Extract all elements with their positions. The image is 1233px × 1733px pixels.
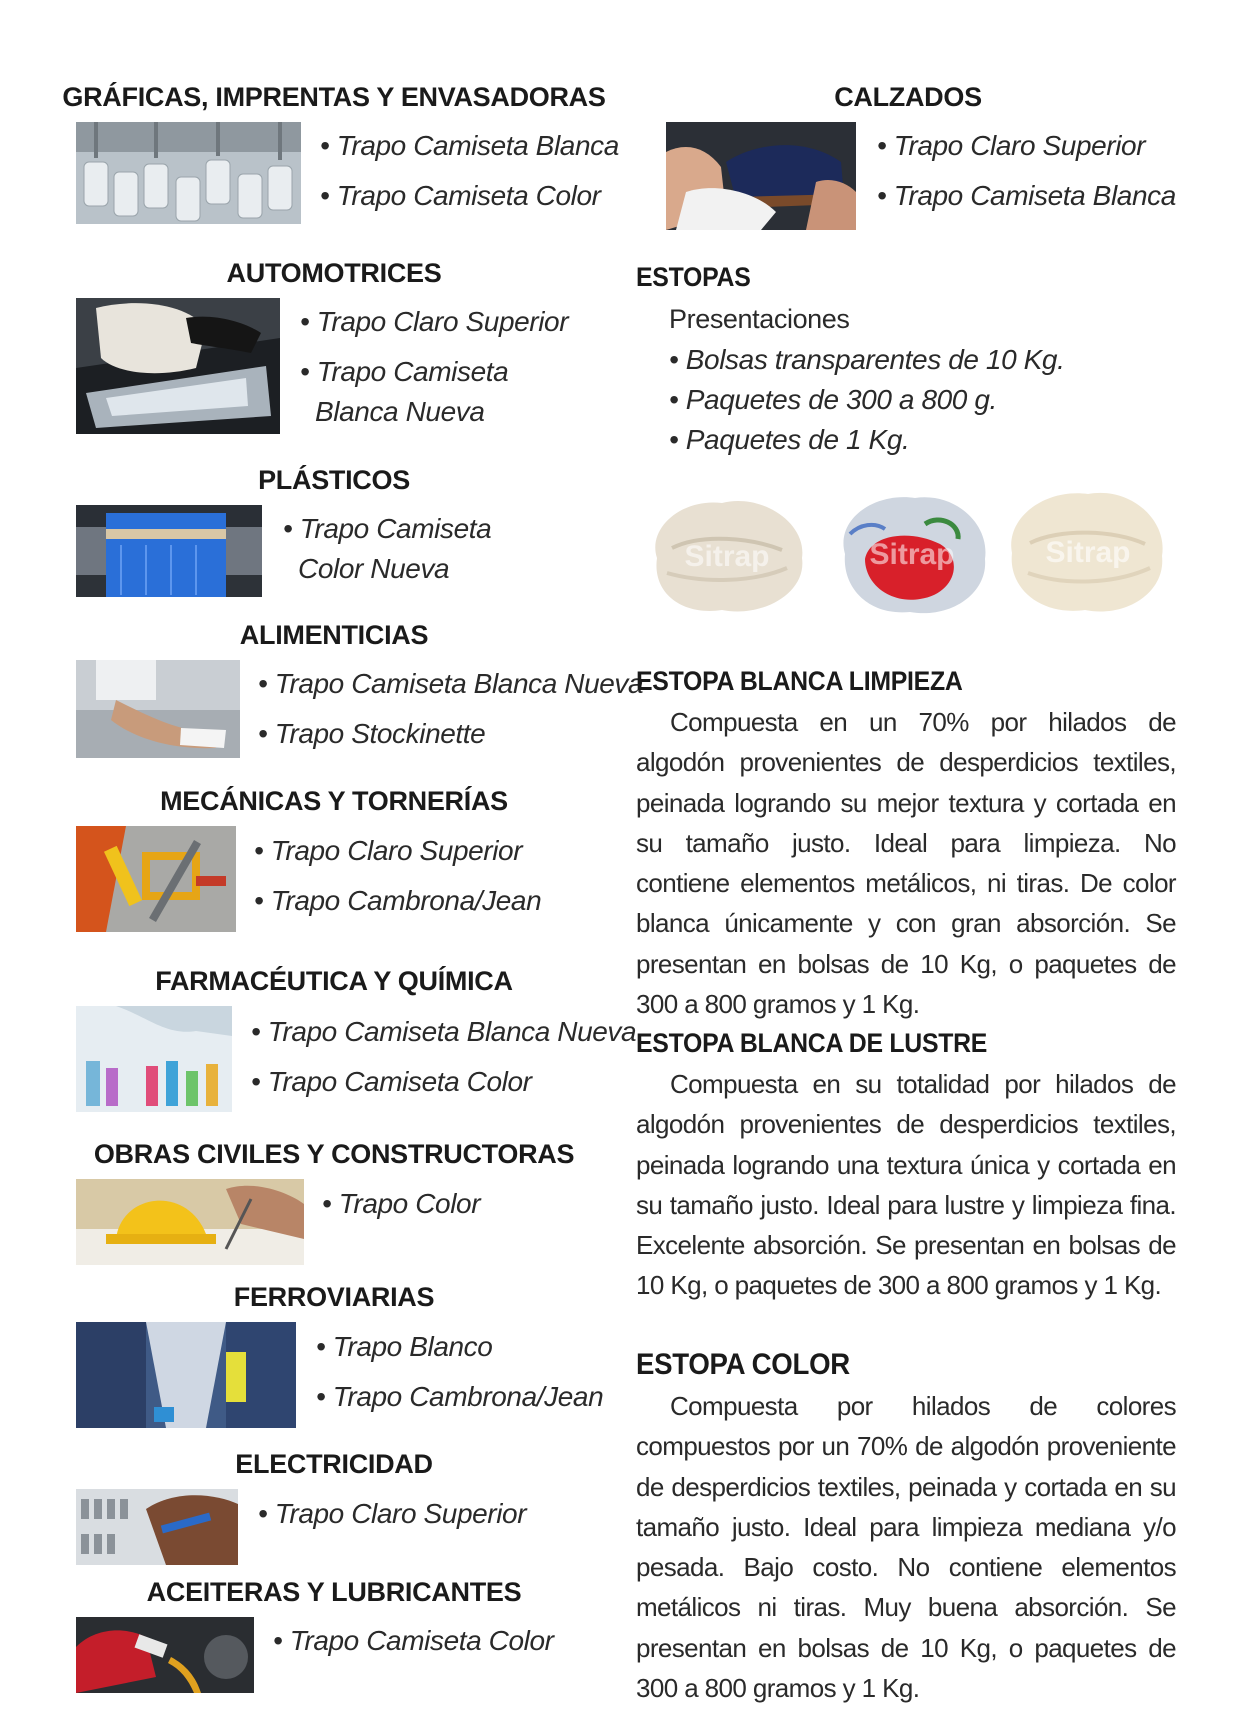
section-title-ferroviarias: FERROVIARIAS	[233, 1282, 435, 1312]
bullet-item: • Trapo Camiseta Blanca	[320, 130, 619, 161]
bullet-item: • Bolsas transparentes de 10 Kg.	[669, 344, 1065, 375]
section-title-electricidad: ELECTRICIDAD	[235, 1449, 433, 1479]
bullet-item: • Trapo Stockinette	[258, 718, 486, 749]
section-title-calzados: CALZADOS	[834, 82, 982, 112]
bullet-item: • Trapo Camiseta Color	[320, 180, 601, 211]
bullet-item: • Paquetes de 1 Kg.	[669, 424, 910, 455]
bullet-item: • Trapo Camiseta	[283, 513, 492, 544]
bullet-item: Blanca Nueva	[315, 396, 485, 427]
white-waste-cotton-bundle	[642, 488, 812, 620]
color-waste-cotton-bundle	[830, 484, 995, 622]
bullet-item: • Trapo Camiseta Blanca	[877, 180, 1176, 211]
section-title-estopa-color: ESTOPA COLOR	[636, 1348, 850, 1381]
bullet-item: • Trapo Cambrona/Jean	[254, 885, 542, 916]
section-title-estopas: ESTOPAS	[636, 262, 751, 292]
car-headlight-cleaning-photo	[76, 298, 280, 434]
description-estopa-blanca-lustre: Compuesta en su totalidad por hilados de algodón provenientes de desperdicios textiles, peinada logrando una textura única y cortada en su tamaño justo. Ideal para lustre y limpieza fina. Excelente absorción. Se presentan en bolsas de 10 Kg, o paquetes de 300 a 800 gramos y 1 Kg.	[636, 1069, 1176, 1301]
section-title-obras-civiles: OBRAS CIVILES Y CONSTRUCTORAS	[93, 1139, 575, 1169]
watermark: Sitrap	[869, 538, 955, 571]
bottles-production-line-photo	[76, 122, 301, 224]
section-title-aceiteras: ACEITERAS Y LUBRICANTES	[146, 1577, 522, 1607]
bullet-item: • Trapo Claro Superior	[258, 1498, 527, 1529]
description-estopa-blanca-limpieza: Compuesta en un 70% por hilados de algodón provenientes de desperdicios textiles, peinada logrando su mejor textura y cortada en su tamaño justo. Ideal para limpieza. No contiene elementos metálicos, ni tiras. De color blanca únicamente y con gran absorción. Se presentan en bolsas de 10 Kg, o paquetes de 300 a 800 gramos y 1 Kg.	[636, 707, 1176, 1020]
hard-hat-blueprint-photo	[76, 1179, 304, 1265]
shoe-polishing-photo	[666, 122, 856, 230]
bullet-item: • Trapo Blanco	[316, 1331, 493, 1362]
cream-waste-cotton-bundle	[1000, 478, 1172, 620]
watermark: Sitrap	[684, 540, 770, 573]
bullet-item: • Trapo Camiseta Blanca Nueva	[251, 1016, 637, 1047]
bullet-item: • Trapo Color	[322, 1188, 481, 1219]
bullet-item: • Trapo Camiseta Color	[251, 1066, 532, 1097]
bullet-item: • Trapo Camiseta	[300, 356, 509, 387]
estopas-subtitle: Presentaciones	[669, 304, 850, 334]
section-title-plasticos: PLÁSTICOS	[258, 465, 410, 495]
bullet-item: • Trapo Claro Superior	[877, 130, 1146, 161]
bullet-item: • Trapo Cambrona/Jean	[316, 1381, 604, 1412]
section-title-graficas: GRÁFICAS, IMPRENTAS Y ENVASADORAS	[62, 82, 606, 112]
section-title-estopa-blanca-limpieza: ESTOPA BLANCA LIMPIEZA	[636, 666, 963, 696]
section-title-automotrices: AUTOMOTRICES	[226, 258, 442, 288]
bullet-item: • Paquetes de 300 a 800 g.	[669, 384, 997, 415]
bullet-item: • Trapo Claro Superior	[254, 835, 523, 866]
bullet-item: • Trapo Camiseta Color	[273, 1625, 554, 1656]
electrical-panel-photo	[76, 1489, 238, 1565]
section-title-farmaceutica: FARMACÉUTICA Y QUÍMICA	[155, 966, 513, 996]
bullet-item: • Trapo Claro Superior	[300, 306, 569, 337]
watermark: Sitrap	[1045, 536, 1131, 569]
bullet-item: • Trapo Camiseta Blanca Nueva	[258, 668, 644, 699]
hand-tools-photo	[76, 826, 236, 932]
section-title-estopa-blanca-lustre: ESTOPA BLANCA DE LUSTRE	[636, 1028, 988, 1058]
bullet-item: Color Nueva	[298, 553, 450, 584]
laboratory-flasks-photo	[76, 1006, 232, 1112]
section-title-mecanicas: MECÁNICAS Y TORNERÍAS	[160, 786, 508, 816]
train-maintenance-photo	[76, 1322, 296, 1428]
steel-table-cleaning-photo	[76, 660, 240, 758]
plastic-film-roller-photo	[76, 505, 262, 597]
section-title-alimenticias: ALIMENTICIAS	[239, 620, 429, 650]
description-estopa-color: Compuesta por hilados de colores compuestos por un 70% de algodón proveniente de desperdicios textiles, peinada y cortada en su tamaño justo. Ideal para limpieza mediana y/o pesada. Bajo costo. No contiene elementos metálicos ni tiras. Muy buena absorción. Se presentan en bolsas de 10 Kg, o paquetes de 300 a 800 gramos y 1 Kg.	[636, 1391, 1176, 1704]
oil-pouring-photo	[76, 1617, 254, 1693]
